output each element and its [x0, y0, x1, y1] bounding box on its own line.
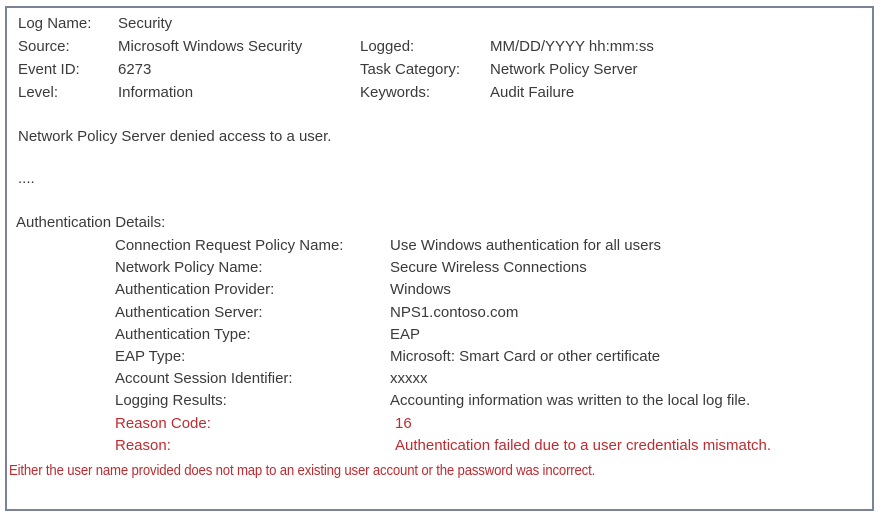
detail-row [115, 257, 868, 279]
detail-value: Authentication failed due to a user credentials mismatch. [395, 436, 772, 454]
event-log-panel [5, 6, 874, 511]
field-value: 6273 [118, 61, 152, 78]
event-header-fields [18, 12, 868, 104]
detail-label: Authentication Provider: [115, 281, 275, 299]
detail-row [115, 279, 868, 301]
field-label: Event ID: [18, 61, 80, 78]
detail-row [115, 390, 868, 412]
detail-value: Use Windows authentication for all users [390, 237, 661, 254]
header-row [18, 58, 868, 81]
detail-row [115, 324, 868, 346]
detail-value: EAP [390, 325, 421, 343]
detail-row [115, 368, 868, 390]
header-row [18, 12, 868, 35]
detail-row [115, 235, 868, 257]
field-value: Network Policy Server [490, 61, 638, 78]
detail-value: NPS1.contoso.com [390, 303, 519, 321]
detail-label: Network Policy Name: [115, 259, 263, 277]
detail-value: Secure Wireless Connections [390, 259, 587, 277]
field-label: Level: [18, 84, 59, 101]
field-label: Task Category: [360, 61, 461, 78]
field-label: Keywords: [360, 84, 431, 101]
field-label: Source: [18, 38, 70, 55]
detail-value: xxxxx [390, 370, 428, 388]
field-label [360, 12, 490, 35]
field-value: Information [118, 84, 194, 101]
failure-explanation-text: Either the user name provided does not map to an existing user account or the password was incorrect. [9, 462, 596, 479]
detail-label: Connection Request Policy Name: [115, 237, 344, 254]
field-value: MM/DD/YYYY hh:mm:ss [490, 38, 654, 55]
truncation-ellipsis: .... [18, 170, 35, 187]
detail-label: Reason Code: [115, 414, 211, 432]
detail-label: Logging Results: [115, 392, 227, 410]
detail-value: 16 [395, 414, 412, 432]
detail-label: Reason: [115, 436, 171, 454]
authentication-details-list [115, 235, 868, 457]
field-label: Logged: [360, 38, 415, 55]
field-value: Audit Failure [490, 84, 575, 101]
detail-value: Microsoft: Smart Card or other certificate [390, 347, 661, 365]
field-value: Security [118, 15, 173, 32]
header-row [18, 35, 868, 58]
detail-row [115, 435, 868, 457]
detail-label: EAP Type: [115, 347, 186, 365]
authentication-details-title: Authentication Details: [16, 214, 166, 231]
field-label: Log Name: [18, 15, 92, 32]
field-value [490, 12, 868, 35]
field-value: Microsoft Windows Security [118, 38, 303, 55]
event-description: Network Policy Server denied access to a user. [18, 128, 332, 145]
header-row [18, 81, 868, 104]
detail-label: Account Session Identifier: [115, 370, 293, 388]
detail-row [115, 302, 868, 324]
detail-row [115, 413, 868, 435]
detail-label: Authentication Server: [115, 303, 263, 321]
detail-value: Accounting information was written to the local log file. [390, 392, 751, 410]
detail-row [115, 346, 868, 368]
detail-value: Windows [390, 281, 451, 299]
detail-label: Authentication Type: [115, 325, 251, 343]
